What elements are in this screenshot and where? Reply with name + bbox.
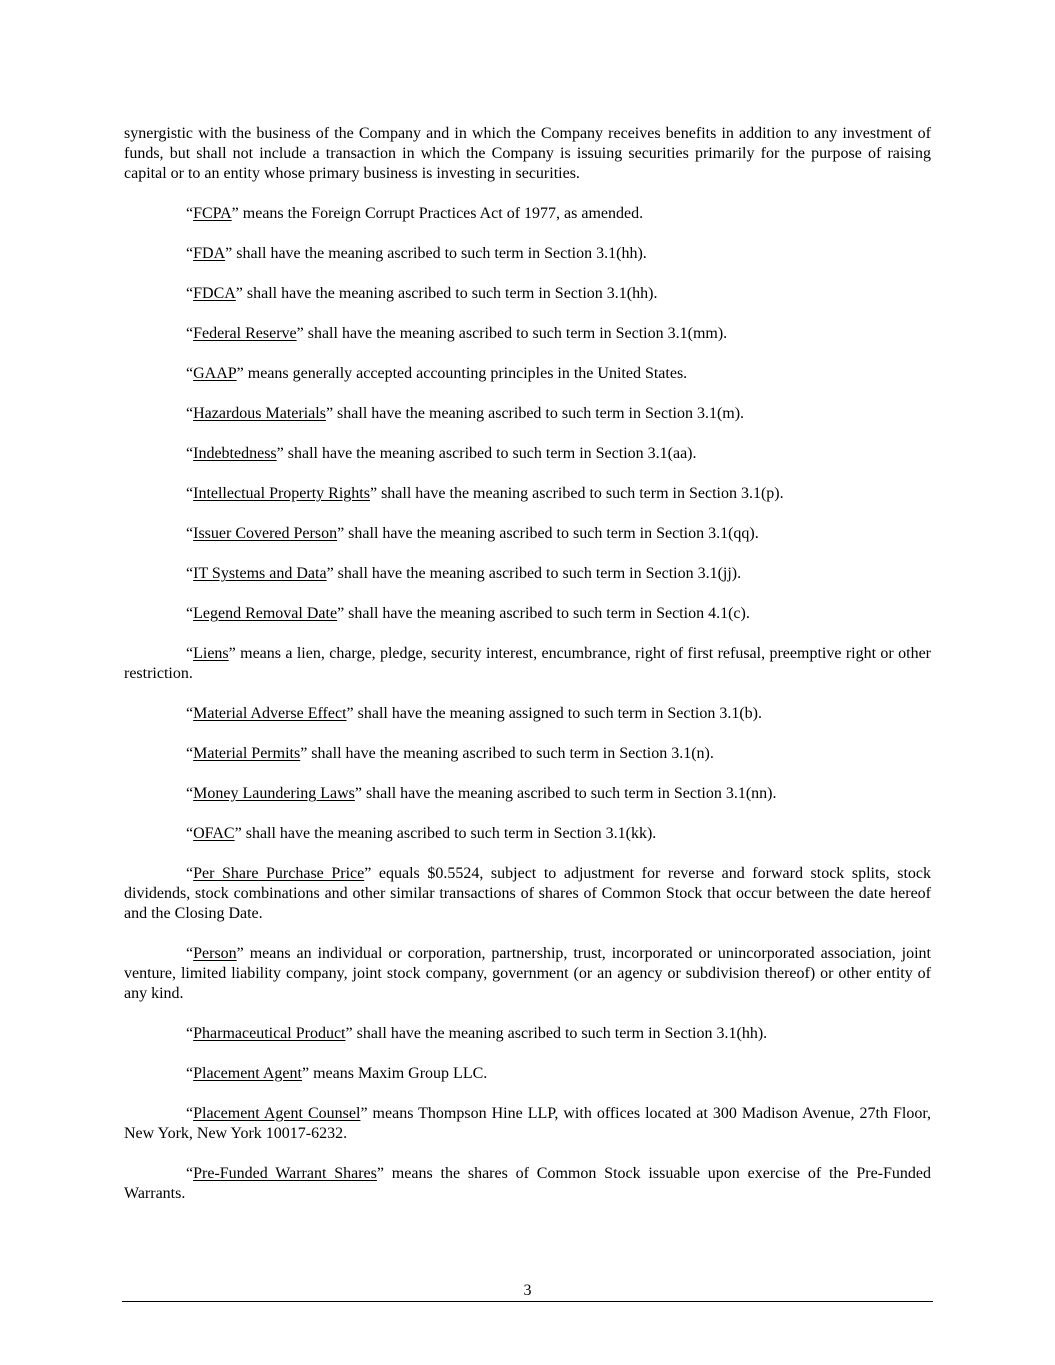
- page-number: 3: [523, 1282, 532, 1299]
- open-quote: “: [186, 445, 194, 462]
- definition-text: ” shall have the meaning ascribed to such term in Section 3.1(p).: [369, 485, 784, 502]
- defined-term: FDA: [193, 245, 226, 262]
- open-quote: “: [186, 245, 194, 262]
- open-quote: “: [186, 705, 194, 722]
- defined-term: Intellectual Property Rights: [193, 485, 370, 502]
- definition-paragraph: [124, 604, 931, 624]
- open-quote: “: [186, 745, 194, 762]
- definition-paragraph: [124, 824, 931, 844]
- definition-text: ” shall have the meaning assigned to such term in Section 3.1(b).: [346, 705, 762, 722]
- open-quote: “: [186, 865, 194, 882]
- open-quote: “: [186, 325, 194, 342]
- defined-term: GAAP: [193, 365, 237, 382]
- open-quote: “: [186, 205, 194, 222]
- definition-paragraph: [124, 404, 931, 424]
- definition-paragraph: [124, 364, 931, 384]
- definition-text: ” shall have the meaning ascribed to such term in Section 3.1(hh).: [225, 245, 647, 262]
- definition-text: ” shall have the meaning ascribed to such term in Section 3.1(qq).: [337, 525, 759, 542]
- definition-paragraph: [124, 324, 931, 344]
- definition-paragraph: [124, 284, 931, 304]
- defined-term: FCPA: [193, 205, 232, 222]
- defined-term: Pre-Funded Warrant Shares: [193, 1165, 377, 1182]
- definition-text: ” shall have the meaning ascribed to such term in Section 4.1(c).: [337, 605, 750, 622]
- defined-term: Person: [193, 945, 237, 962]
- open-quote: “: [186, 525, 194, 542]
- definition-paragraph: [124, 644, 931, 684]
- definition-paragraph: [124, 1024, 931, 1044]
- defined-term: Pharmaceutical Product: [193, 1025, 346, 1042]
- definition-paragraph: [124, 704, 931, 724]
- definition-text: ” shall have the meaning ascribed to such term in Section 3.1(n).: [300, 745, 714, 762]
- definition-text: ” shall have the meaning ascribed to such term in Section 3.1(m).: [325, 405, 745, 422]
- defined-term: Money Laundering Laws: [193, 785, 355, 802]
- definition-text: ” shall have the meaning ascribed to such term in Section 3.1(kk).: [234, 825, 657, 842]
- defined-term: Liens: [193, 645, 229, 662]
- definition-paragraph: [124, 744, 931, 764]
- open-quote: “: [186, 405, 194, 422]
- definition-paragraph: [124, 1164, 931, 1204]
- open-quote: “: [186, 785, 194, 802]
- open-quote: “: [186, 1105, 194, 1122]
- definition-text: ” shall have the meaning ascribed to such term in Section 3.1(nn).: [354, 785, 777, 802]
- definition-text: ” shall have the meaning ascribed to such term in Section 3.1(jj).: [326, 565, 742, 582]
- defined-term: FDCA: [193, 285, 236, 302]
- open-quote: “: [186, 645, 194, 662]
- definition-text: ” means the Foreign Corrupt Practices Act of 1977, as amended.: [231, 205, 644, 222]
- definition-paragraph: [124, 524, 931, 544]
- defined-term: Legend Removal Date: [193, 605, 338, 622]
- definition-paragraph: [124, 564, 931, 584]
- definition-text: ” shall have the meaning ascribed to such term in Section 3.1(hh).: [235, 285, 658, 302]
- definition-paragraph: [124, 244, 931, 264]
- defined-term: Material Adverse Effect: [193, 705, 347, 722]
- definition-text: ” equals $0.5524, subject to adjustment for reverse and forward stock splits, stock dividends, stock combinations and other similar transactions of shares of Common Stock that occur between the date hereof and the Closing Date.: [124, 865, 932, 922]
- open-quote: “: [186, 285, 194, 302]
- definition-text: ” means generally accepted accounting principles in the United States.: [236, 365, 688, 382]
- definition-paragraph: [124, 1064, 931, 1084]
- definition-paragraph: [124, 484, 931, 504]
- document-page: [124, 124, 931, 1224]
- open-quote: “: [186, 485, 194, 502]
- defined-term: Material Permits: [193, 745, 301, 762]
- defined-term: IT Systems and Data: [193, 565, 327, 582]
- definition-text: ” means Maxim Group LLC.: [301, 1065, 488, 1082]
- defined-term: Placement Agent: [193, 1065, 302, 1082]
- definition-text: ” shall have the meaning ascribed to such term in Section 3.1(aa).: [276, 445, 697, 462]
- definitions-list: [124, 204, 931, 1204]
- definition-paragraph: [124, 784, 931, 804]
- open-quote: “: [186, 605, 194, 622]
- intro-paragraph: synergistic with the business of the Company and in which the Company receives benefits in addition to any investment of funds, but shall not include a transaction in which the Company is issuing securities primarily for the purpose of raising capital or to an entity whose primary business is investing in securities.: [124, 125, 931, 182]
- definition-text: ” means a lien, charge, pledge, security interest, encumbrance, right of first refusal, preemptive right or other restriction.: [124, 645, 931, 682]
- definition-paragraph: [124, 944, 931, 1004]
- open-quote: “: [186, 365, 194, 382]
- defined-term: Indebtedness: [193, 445, 277, 462]
- definition-text: ” means the shares of Common Stock issuable upon exercise of the Pre-Funded Warrants.: [124, 1165, 931, 1202]
- definition-paragraph: [124, 1104, 931, 1144]
- open-quote: “: [186, 1065, 194, 1082]
- definition-paragraph: [124, 864, 931, 924]
- footer-rule: [122, 1301, 933, 1302]
- definition-text: ” shall have the meaning ascribed to such term in Section 3.1(hh).: [345, 1025, 768, 1042]
- definition-text: ” means an individual or corporation, partnership, trust, incorporated or unincorporated association, joint venture, limited liability company, joint stock company, government (or an agency or subdivision thereof) or other entity of any kind.: [124, 945, 931, 1002]
- defined-term: Federal Reserve: [193, 325, 297, 342]
- open-quote: “: [186, 1165, 194, 1182]
- definition-text: ” shall have the meaning ascribed to such term in Section 3.1(mm).: [296, 325, 728, 342]
- definition-text: ” means Thompson Hine LLP, with offices located at 300 Madison Avenue, 27th Floor, New York, New York 10017-6232.: [124, 1105, 932, 1142]
- definition-paragraph: [124, 204, 931, 224]
- open-quote: “: [186, 825, 194, 842]
- defined-term: Issuer Covered Person: [193, 525, 338, 542]
- defined-term: Hazardous Materials: [193, 405, 326, 422]
- open-quote: “: [186, 945, 194, 962]
- defined-term: OFAC: [193, 825, 235, 842]
- definition-paragraph: [124, 444, 931, 464]
- defined-term: Placement Agent Counsel: [193, 1105, 361, 1122]
- open-quote: “: [186, 565, 194, 582]
- open-quote: “: [186, 1025, 194, 1042]
- defined-term: Per Share Purchase Price: [193, 865, 365, 882]
